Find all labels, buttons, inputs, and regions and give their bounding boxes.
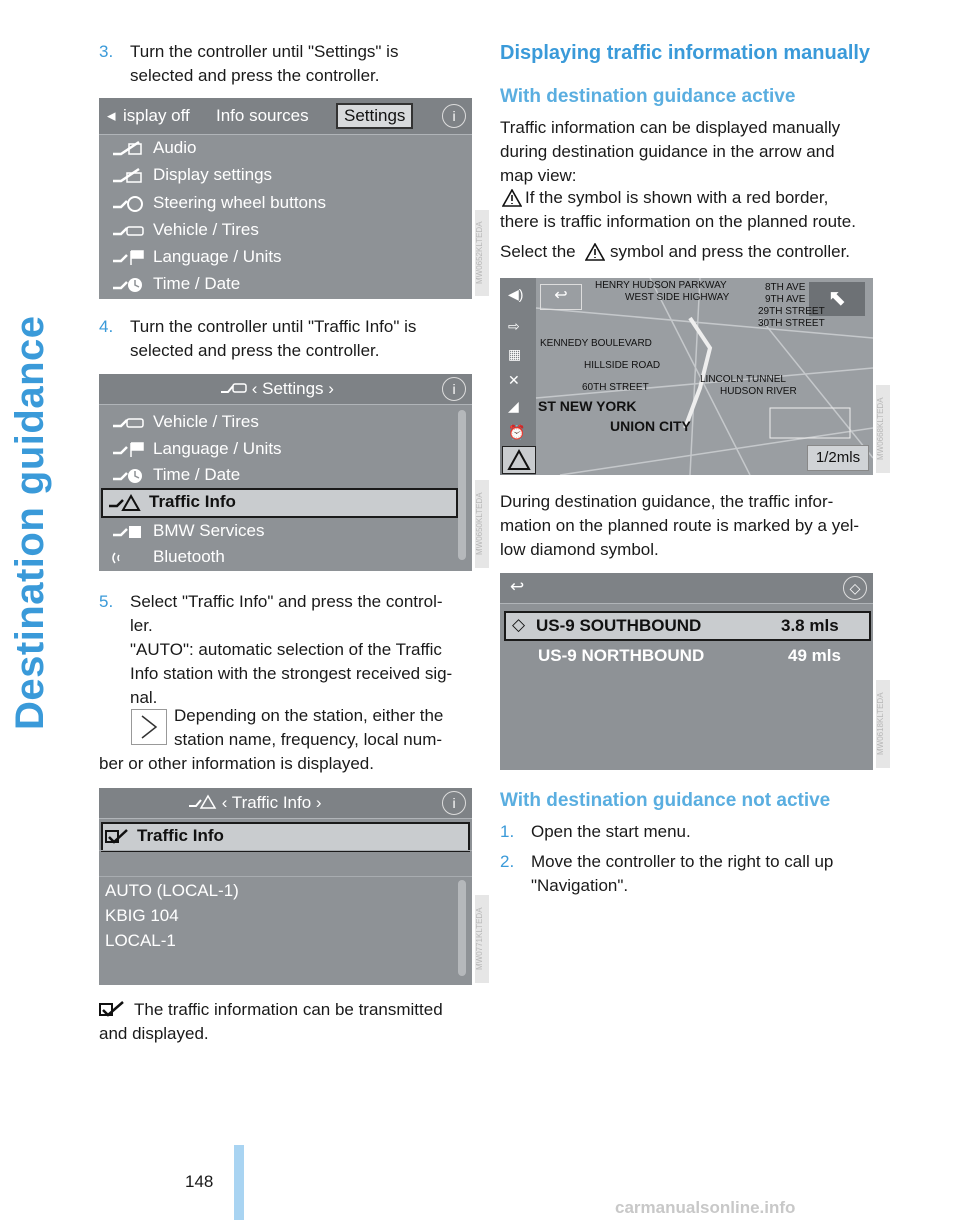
warning-triangle-icon <box>187 794 217 810</box>
route-icon[interactable]: ◢ <box>508 398 519 414</box>
map-label: LINCOLN TUNNEL <box>700 374 786 385</box>
map-label: HUDSON RIVER <box>720 386 797 397</box>
subheading-guidance-active: With destination guidance active <box>500 86 796 107</box>
clock-icon <box>111 467 145 485</box>
step-5-line3: "AUTO": automatic selection of the Traffic <box>130 640 442 659</box>
alarm-clock-icon[interactable]: ⏰ <box>508 424 526 440</box>
paragraph-1-line1: Traffic information can be displayed manually <box>500 118 841 137</box>
heading-displaying-traffic-info: Displaying traffic information manually <box>500 42 871 64</box>
audio-icon <box>111 140 145 158</box>
page-number: 148 <box>185 1172 214 1191</box>
traffic-row[interactable]: US-9 NORTHBOUND 49 mls <box>538 646 841 665</box>
paragraph-3-post: symbol and press the controller. <box>610 242 851 261</box>
step-3-text-line1: Turn the controller until "Settings" is <box>130 42 399 61</box>
menu-item-bmw-services[interactable]: BMW Services <box>107 519 452 545</box>
navigation-map-screen <box>500 278 873 475</box>
traffic-info-screen <box>99 788 472 985</box>
arrow-view-icon[interactable]: ⇨ <box>508 318 520 334</box>
settings-icon <box>219 380 247 396</box>
station-kbig[interactable]: KBIG 104 <box>105 906 179 925</box>
map-label: KENNEDY BOULEVARD <box>540 338 652 349</box>
page-marker-bar <box>234 1145 244 1220</box>
steering-wheel-icon <box>111 195 145 213</box>
step-2-number: 2. <box>500 852 515 871</box>
clock-icon <box>111 276 145 294</box>
checkmark-icon <box>105 828 135 846</box>
step-4-number: 4. <box>99 317 114 336</box>
map-label: WEST SIDE HIGHWAY <box>625 292 730 303</box>
map-label: UNION CITY <box>610 418 691 434</box>
menu-item-language-units[interactable]: Language / Units <box>107 245 452 271</box>
menu-item-time-date[interactable]: Time / Date <box>107 272 452 298</box>
traffic-row-selected[interactable]: ◇ US-9 SOUTHBOUND 3.8 mls <box>504 611 871 641</box>
speaker-icon[interactable]: ◀) <box>508 286 524 302</box>
step-1-text: Open the start menu. <box>531 822 691 841</box>
menu-item-language-units[interactable]: Language / Units <box>107 437 452 463</box>
info-icon[interactable]: i <box>442 377 466 401</box>
paragraph-4-line2: mation on the planned route is marked by a yel- <box>500 516 860 535</box>
step-3-text-line2: selected and press the controller. <box>130 66 380 85</box>
bluetooth-icon <box>111 549 145 567</box>
check-text-line2: and displayed. <box>99 1024 209 1043</box>
step-5-line2: ler. <box>130 616 153 635</box>
section-title-text: Destination guidance <box>8 315 52 730</box>
map-label: 30TH STREET <box>758 318 825 329</box>
map-label: 9TH AVE <box>765 294 806 305</box>
flag-icon <box>111 249 145 267</box>
menu-item-display-settings[interactable]: Display settings <box>107 163 452 189</box>
map-view-icon[interactable]: ▦ <box>508 346 522 362</box>
route-traffic-screen <box>500 573 873 770</box>
traffic-info-toggle-selected[interactable]: Traffic Info <box>101 822 470 852</box>
scrollbar[interactable] <box>458 410 466 560</box>
menu-item-vehicle-tires[interactable]: Vehicle / Tires <box>107 410 452 436</box>
step-4-text-line2: selected and press the controller. <box>130 341 380 360</box>
scroll-arrows-icon[interactable]: ◇ <box>843 576 867 600</box>
vehicle-icon <box>111 222 145 240</box>
paragraph-1-line2: during destination guidance in the arrow and <box>500 142 835 161</box>
header-settings-tab[interactable]: Settings <box>336 103 413 129</box>
paragraph-4-line3: low diamond symbol. <box>500 540 659 559</box>
step-3-number: 3. <box>99 42 114 61</box>
map-scale[interactable]: 1/2mls <box>807 445 869 471</box>
info-icon[interactable]: i <box>442 791 466 815</box>
image-id-4: MW0668KLTEDA <box>876 385 890 473</box>
screen-header-bar <box>99 788 472 819</box>
step-5-number: 5. <box>99 592 114 611</box>
step-2-line1: Move the controller to the right to call up <box>531 852 834 871</box>
map-label: HILLSIDE ROAD <box>584 360 661 371</box>
note-line2: station name, frequency, local num- <box>174 730 443 749</box>
image-id-5: MW0618KLTEDA <box>876 680 890 768</box>
left-arrow-icon: ◂ <box>107 106 116 125</box>
header-display-off[interactable]: isplay off <box>123 106 190 125</box>
yellow-diamond-icon: ◇ <box>512 615 526 634</box>
paragraph-2-line1: If the symbol is shown with a red border, <box>525 188 829 207</box>
flag-icon <box>111 441 145 459</box>
subheading-guidance-not-active: With destination guidance not active <box>500 790 831 811</box>
note-arrow-icon <box>131 709 167 745</box>
menu-item-audio[interactable]: Audio <box>107 136 452 162</box>
image-id-1: MW0652KLTEDA <box>475 210 489 296</box>
step-4-text-line1: Turn the controller until "Traffic Info" is <box>130 317 417 336</box>
image-id-2: MW0650KLTEDA <box>475 480 489 568</box>
divider <box>99 876 472 877</box>
paragraph-2-line2: there is traffic information on the planned route. <box>500 212 856 231</box>
warning-triangle-icon <box>585 243 605 261</box>
map-label: 8TH AVE <box>765 282 806 293</box>
section-title-vertical <box>2 40 62 740</box>
header-info-sources[interactable]: Info sources <box>216 106 309 125</box>
header-traffic-info-title: ‹ Traffic Info › <box>187 793 322 813</box>
step-5-line5: nal. <box>130 688 158 707</box>
menu-item-vehicle-tires[interactable]: Vehicle / Tires <box>107 218 452 244</box>
pedestrian-icon[interactable]: ✕ <box>508 372 520 388</box>
scrollbar[interactable] <box>458 880 466 976</box>
step-1-number: 1. <box>500 822 515 841</box>
info-icon[interactable]: i <box>442 104 466 128</box>
note-line3: ber or other information is displayed. <box>99 754 374 773</box>
display-settings-icon <box>111 167 145 185</box>
warning-triangle-icon <box>107 494 141 512</box>
bmw-services-icon <box>111 523 145 541</box>
step-2-line2: "Navigation". <box>531 876 629 895</box>
menu-item-bluetooth[interactable]: Bluetooth <box>107 545 452 571</box>
traffic-warning-button[interactable] <box>502 446 536 474</box>
note-line1: Depending on the station, either the <box>174 706 444 725</box>
vehicle-icon <box>111 414 145 432</box>
check-text-line1: The traffic information can be transmitted <box>134 1000 443 1019</box>
paragraph-3-pre: Select the <box>500 242 576 261</box>
map-label: 29TH STREET <box>758 306 825 317</box>
warning-triangle-icon <box>503 447 535 473</box>
screen-header-bar <box>99 374 472 405</box>
warning-triangle-icon <box>502 189 522 207</box>
settings-menu-screen <box>99 98 472 299</box>
screen-header-bar <box>99 98 472 135</box>
direction-arrow-icon: ⬉ <box>809 282 865 316</box>
header-settings-title: ‹ Settings › <box>219 379 334 399</box>
back-arrow-icon[interactable]: ↩ <box>540 284 582 310</box>
paragraph-4-line1: During destination guidance, the traffic infor- <box>500 492 834 511</box>
menu-item-traffic-info-selected[interactable]: Traffic Info <box>101 488 458 518</box>
menu-item-time-date[interactable]: Time / Date <box>107 463 452 489</box>
station-local[interactable]: LOCAL-1 <box>105 931 176 950</box>
screen-header-bar <box>500 573 873 604</box>
divider <box>99 850 472 851</box>
checkmark-icon <box>99 1001 131 1019</box>
watermark: carmanualsonline.info <box>615 1198 796 1217</box>
map-label: ST NEW YORK <box>538 398 637 414</box>
menu-item-steering-wheel-buttons[interactable]: Steering wheel buttons <box>107 191 452 217</box>
map-label: HENRY HUDSON PARKWAY <box>595 280 727 291</box>
station-auto[interactable]: AUTO (LOCAL-1) <box>105 881 239 900</box>
paragraph-1-line3: map view: <box>500 166 577 185</box>
settings-list-screen <box>99 374 472 571</box>
map-label: 60TH STREET <box>582 382 649 393</box>
back-arrow-icon[interactable]: ↩ <box>510 577 525 596</box>
step-5-line4: Info station with the strongest received sig- <box>130 664 453 683</box>
image-id-3: MW0771KLTEDA <box>475 895 489 983</box>
step-5-line1: Select "Traffic Info" and press the control- <box>130 592 443 611</box>
